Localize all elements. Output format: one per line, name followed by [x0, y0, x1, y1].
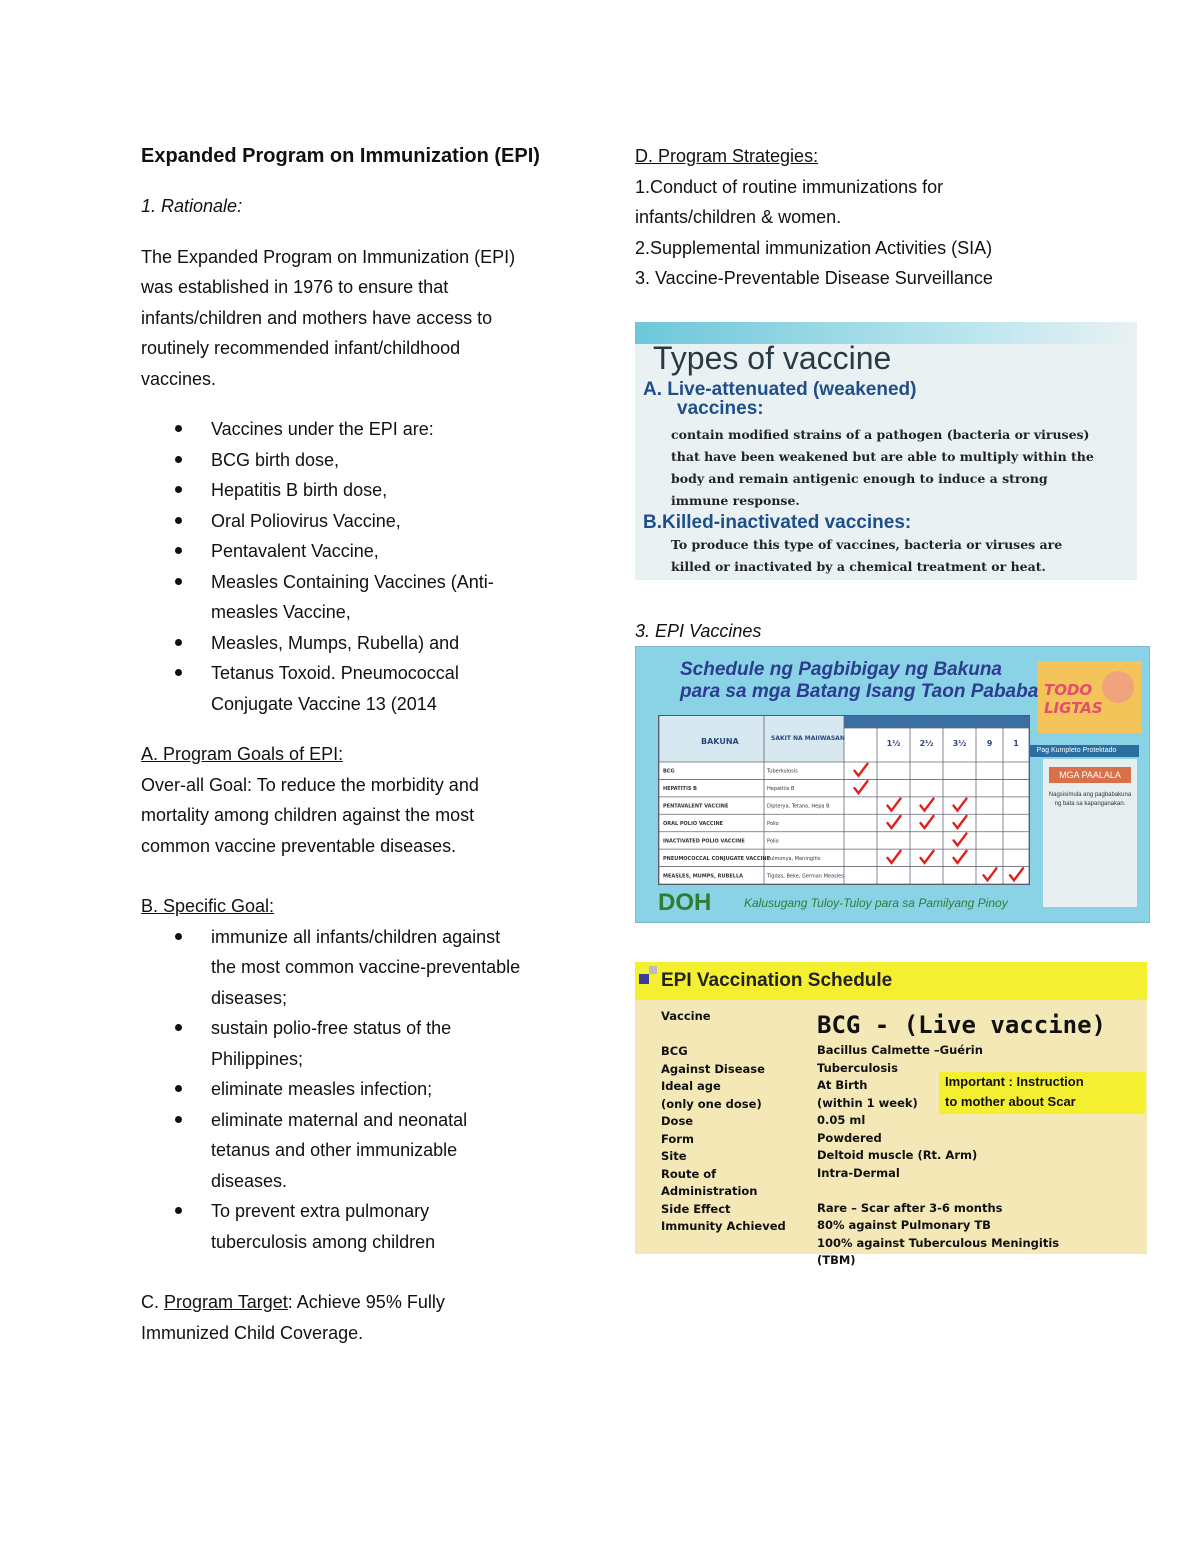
list-item: Tetanus Toxoid. Pneumococcal [141, 658, 581, 689]
list-continuation: the most common vaccine-preventable [211, 957, 521, 977]
killed-inactivated-heading: B.Killed-inactivated vaccines: [643, 512, 912, 533]
table-row-disease: Dipterya, Tetano, Hepa B [767, 803, 830, 810]
vaccine-list [141, 414, 581, 719]
list-item: To prevent extra pulmonary [141, 1196, 581, 1227]
list-item-cont [141, 952, 581, 983]
table-age-label: 2½ [919, 739, 934, 748]
table-row-disease: Polio [767, 838, 779, 845]
schedule-title [680, 659, 1038, 703]
text-line: immune response. [671, 493, 800, 508]
list-continuation: Philippines; [211, 1048, 304, 1069]
list-continuation: diseases. [211, 1170, 288, 1191]
value-row: Bacillus Calmette –Guérin [817, 1043, 983, 1057]
heading-line: A. Live-attenuated (weakened) [643, 379, 917, 400]
label-row: (only one dose) [661, 1096, 762, 1111]
strategy-line: 1.Conduct of routine immunizations for [635, 176, 944, 197]
table-head-bakuna: BAKUNA [701, 737, 739, 746]
table-row-vaccine: PENTAVALENT VACCINE [663, 803, 729, 810]
list-item: Hepatitis B birth dose, [141, 475, 581, 506]
label-row: Route of [661, 1166, 717, 1181]
value-row: (within 1 week) [817, 1095, 918, 1110]
table-row-vaccine: HEPATITIS B [663, 786, 697, 793]
label-row: Form [661, 1131, 694, 1146]
bcg-values [817, 1008, 1137, 1270]
kumpleto-bar: Pag Kumpleto Protektado [1014, 745, 1139, 757]
label-row [661, 1026, 811, 1044]
label-row: Site [661, 1149, 687, 1163]
target-text: : Achieve 95% Fully [287, 1292, 445, 1312]
title-line: para sa mga Batang Isang Taon Pababa [680, 681, 1039, 702]
strategy-line: 2.Supplemental immunization Activities (SIA) [635, 237, 993, 258]
list-item-cont [141, 1044, 581, 1075]
table-age-label: 1½ [886, 739, 901, 748]
document-title: Expanded Program on Immunization (EPI) [141, 145, 540, 167]
square-bullet-icon [649, 966, 657, 974]
label-row: Vaccine [661, 1009, 711, 1023]
live-attenuated-heading [643, 380, 1133, 418]
list-continuation: measles Vaccine, [211, 602, 351, 622]
age-head-bg [844, 716, 1029, 728]
todo-ligtas-logo [1038, 661, 1142, 733]
schedule-table [658, 715, 1030, 885]
list-item: Oral Poliovirus Vaccine, [141, 506, 581, 537]
table-row-vaccine: PNEUMOCOCCAL CONJUGATE VACCINE [663, 855, 770, 862]
list-item-cont [141, 1227, 581, 1258]
text-line: contain modified strains of a pathogen (bacteria or viruses) [671, 427, 1090, 442]
label-row: Immunity Achieved [661, 1219, 786, 1233]
bcg-labels [661, 1008, 811, 1236]
list-continuation: Conjugate Vaccine 13 (2014 [211, 693, 437, 714]
logo-text: LIGTAS [1044, 699, 1103, 717]
rationale-line: infants/children and mothers have access to [141, 307, 493, 328]
left-column [141, 141, 581, 1348]
table-row-vaccine: BCG [663, 768, 675, 775]
value-row [817, 1182, 1137, 1200]
value-row: 0.05 ml [817, 1113, 866, 1127]
text-line: To produce this type of vaccines, bacteria or viruses are [671, 537, 1063, 552]
target-heading: Program Target [164, 1292, 288, 1312]
types-title: Types of vaccine [653, 340, 892, 376]
doh-tagline: Kalusugang Tuloy-Tuloy para sa Pamilyang Pinoy [744, 896, 1008, 910]
value-row: Tuberculosis [817, 1060, 898, 1075]
table-row-disease: Polio [767, 821, 779, 827]
strategies-heading: D. Program Strategies: [635, 146, 819, 166]
rationale-line: The Expanded Program on Immunization (EPI) [141, 246, 516, 267]
right-column [635, 141, 1155, 294]
value-row: At Birth [817, 1078, 868, 1092]
bcg-schedule-image [635, 962, 1147, 1267]
epi-vaccines-heading: 3. EPI Vaccines [635, 621, 762, 641]
bcg-title-bar [635, 962, 1147, 1000]
live-attenuated-text [671, 424, 1131, 512]
rationale-line: vaccines. [141, 368, 217, 389]
list-item-cont [141, 1166, 581, 1197]
label-row: Dose [661, 1114, 694, 1128]
rationale-paragraph [141, 242, 581, 395]
table-row-disease: Hepatitis B [767, 786, 795, 793]
note-line: to mother about Scar [945, 1094, 1076, 1109]
table-row-vaccine: INACTIVATED POLIO VACCINE [663, 838, 745, 845]
table-row-disease: Pulmonya, Meningitis [767, 855, 821, 862]
types-of-vaccine-image [635, 322, 1137, 580]
list-item-cont [141, 1135, 581, 1166]
rationale-line: was established in 1976 to ensure that [141, 277, 449, 297]
value-row: 80% against Pulmonary TB [817, 1218, 991, 1232]
goals-line: mortality among children against the most [141, 805, 475, 825]
important-note [939, 1072, 1145, 1114]
list-item: sustain polio-free status of the [141, 1013, 581, 1044]
table-row-disease: Tuberkulosis [767, 768, 798, 775]
list-item: eliminate measles infection; [141, 1074, 581, 1105]
text-line: body and remain antigenic enough to induce a strong [671, 471, 1048, 486]
value-row: 100% against Tuberculous Meningitis [817, 1235, 1060, 1250]
value-row: Rare – Scar after 3-6 months [817, 1200, 1003, 1215]
table-age-label: 1 [1013, 739, 1019, 748]
reminder-text: Nagsisimula ang pagbabakuna ng bata sa kapanganakan. [1048, 792, 1132, 807]
label-row: Against Disease [661, 1061, 765, 1076]
list-item-cont [141, 597, 581, 628]
table-row-vaccine: MEASLES, MUMPS, RUBELLA [663, 873, 743, 880]
list-item: eliminate maternal and neonatal [141, 1105, 581, 1136]
goals-heading: A. Program Goals of EPI: [141, 744, 344, 764]
bcg-heading: BCG - (Live vaccine) [817, 1011, 1106, 1039]
list-item: Measles Containing Vaccines (Anti- [141, 567, 581, 598]
label-row: Side Effect [661, 1201, 731, 1216]
value-row: (TBM) [817, 1253, 856, 1267]
note-line: Important : Instruction [945, 1074, 1084, 1089]
text-line: that have been weakened but are able to multiply within the [671, 449, 1094, 464]
mga-paalala-box [1043, 759, 1137, 907]
list-item: immunize all infants/children against [141, 922, 581, 953]
label-row: Administration [661, 1184, 758, 1198]
goals-line: Over-all Goal: To reduce the morbidity and [141, 774, 479, 795]
value-row: Intra-Dermal [817, 1165, 900, 1180]
rationale-heading: 1. Rationale: [141, 196, 243, 216]
program-target [141, 1287, 581, 1318]
reminder-heading: MGA PAALALA [1049, 767, 1131, 783]
killed-inactivated-text [671, 534, 1131, 578]
list-item: BCG birth dose, [141, 445, 581, 476]
table-row-disease: Tigdas, Beke, German Measles [767, 873, 844, 880]
target-text-2: Immunized Child Coverage. [141, 1322, 364, 1343]
table-age-label: 9 [986, 739, 993, 748]
label-row: Ideal age [661, 1079, 721, 1093]
rationale-line: routinely recommended infant/childhood [141, 338, 461, 358]
logo-text: TODO [1044, 681, 1093, 699]
text-line: killed or inactivated by a chemical treatment or heat. [671, 559, 1046, 574]
strategy-line: infants/children & women. [635, 207, 842, 227]
list-continuation: tuberculosis among children [211, 1231, 436, 1252]
heading-line: vaccines: [677, 398, 764, 419]
list-item-cont [141, 983, 581, 1014]
target-prefix: C. [141, 1292, 165, 1312]
bcg-schedule-title: EPI Vaccination Schedule [661, 970, 893, 991]
table-head-sakit: SAKIT NA MAIIWASAN [771, 735, 845, 742]
list-item: Measles, Mumps, Rubella) and [141, 628, 581, 659]
list-item: Pentavalent Vaccine, [141, 536, 581, 567]
list-continuation: diseases; [211, 987, 288, 1008]
square-bullet-icon [639, 974, 649, 984]
label-row: BCG [661, 1044, 688, 1058]
mother-figure-icon [1102, 671, 1134, 703]
specific-goal-list [141, 922, 581, 1258]
list-item-cont [141, 689, 581, 720]
goals-line: common vaccine preventable diseases. [141, 835, 457, 856]
strategy-line: 3. Vaccine-Preventable Disease Surveillance [635, 268, 993, 288]
list-continuation: tetanus and other immunizable [211, 1140, 458, 1160]
title-line: Schedule ng Pagbibigay ng Bakuna [680, 659, 1002, 680]
specific-goal-heading: B. Specific Goal: [141, 896, 275, 916]
vaccine-schedule-image [635, 646, 1150, 923]
value-row: Powdered [817, 1130, 882, 1145]
table-row-vaccine: ORAL POLIO VACCINE [663, 821, 724, 827]
table-age-label: 3½ [952, 739, 967, 748]
doh-logo: DOH [658, 889, 712, 916]
value-row: Deltoid muscle (Rt. Arm) [817, 1148, 978, 1162]
list-item: Vaccines under the EPI are: [141, 414, 581, 445]
